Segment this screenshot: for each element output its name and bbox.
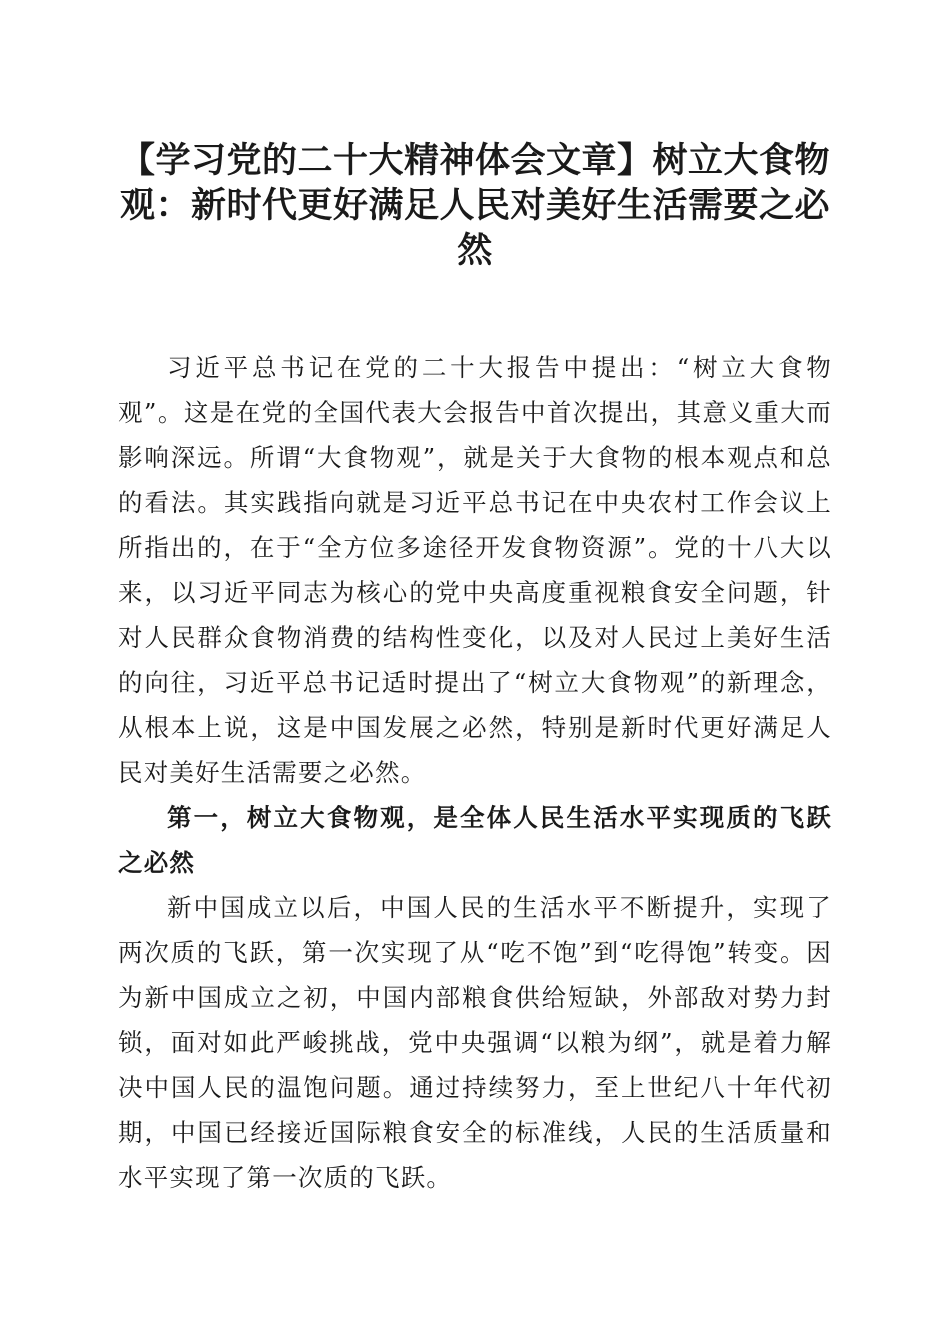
intro-paragraph: 习近平总书记在党的二十大报告中提出：“树立大食物观”。这是在党的全国代表大会报告中首次提出，其意义重大而影响深远。所谓“大食物观”，就是关于大食物的根本观点和总的看法。其实践指向就是习近平总书记在中央农村工作会议上所指出的，在于“全方位多途径开发食物资源”。党的十八大以来，以习近平同志为核心的党中央高度重视粮食安全问题，针对人民群众食物消费的结构性变化，以及对人民过上美好生活的向往，习近平总书记适时提出了“树立大食物观”的新理念，从根本上说，这是中国发展之必然，特别是新时代更好满足人民对美好生活需要之必然。 <box>118 353 832 787</box>
body-paragraph: 新中国成立以后，中国人民的生活水平不断提升，实现了两次质的飞跃，第一次实现了从“吃不饱”到“吃得饱”转变。因为新中国成立之初，中国内部粮食供给短缺，外部敌对势力封锁，面对如此严峻挑战，党中央强调“以粮为纲”，就是着力解决中国人民的温饱问题。通过持续努力，至上世纪八十年代初期，中国已经接近国际粮食安全的标准线，人民的生活质量和水平实现了第一次质的飞跃。 <box>118 893 832 1192</box>
document-title: 【学习党的二十大精神体会文章】树立大食物观：新时代更好满足人民对美好生活需要之必然 <box>119 140 830 271</box>
section-heading-first: 第一，树立大食物观，是全体人民生活水平实现质的飞跃之必然 <box>118 803 832 877</box>
document-body <box>118 345 832 1200</box>
